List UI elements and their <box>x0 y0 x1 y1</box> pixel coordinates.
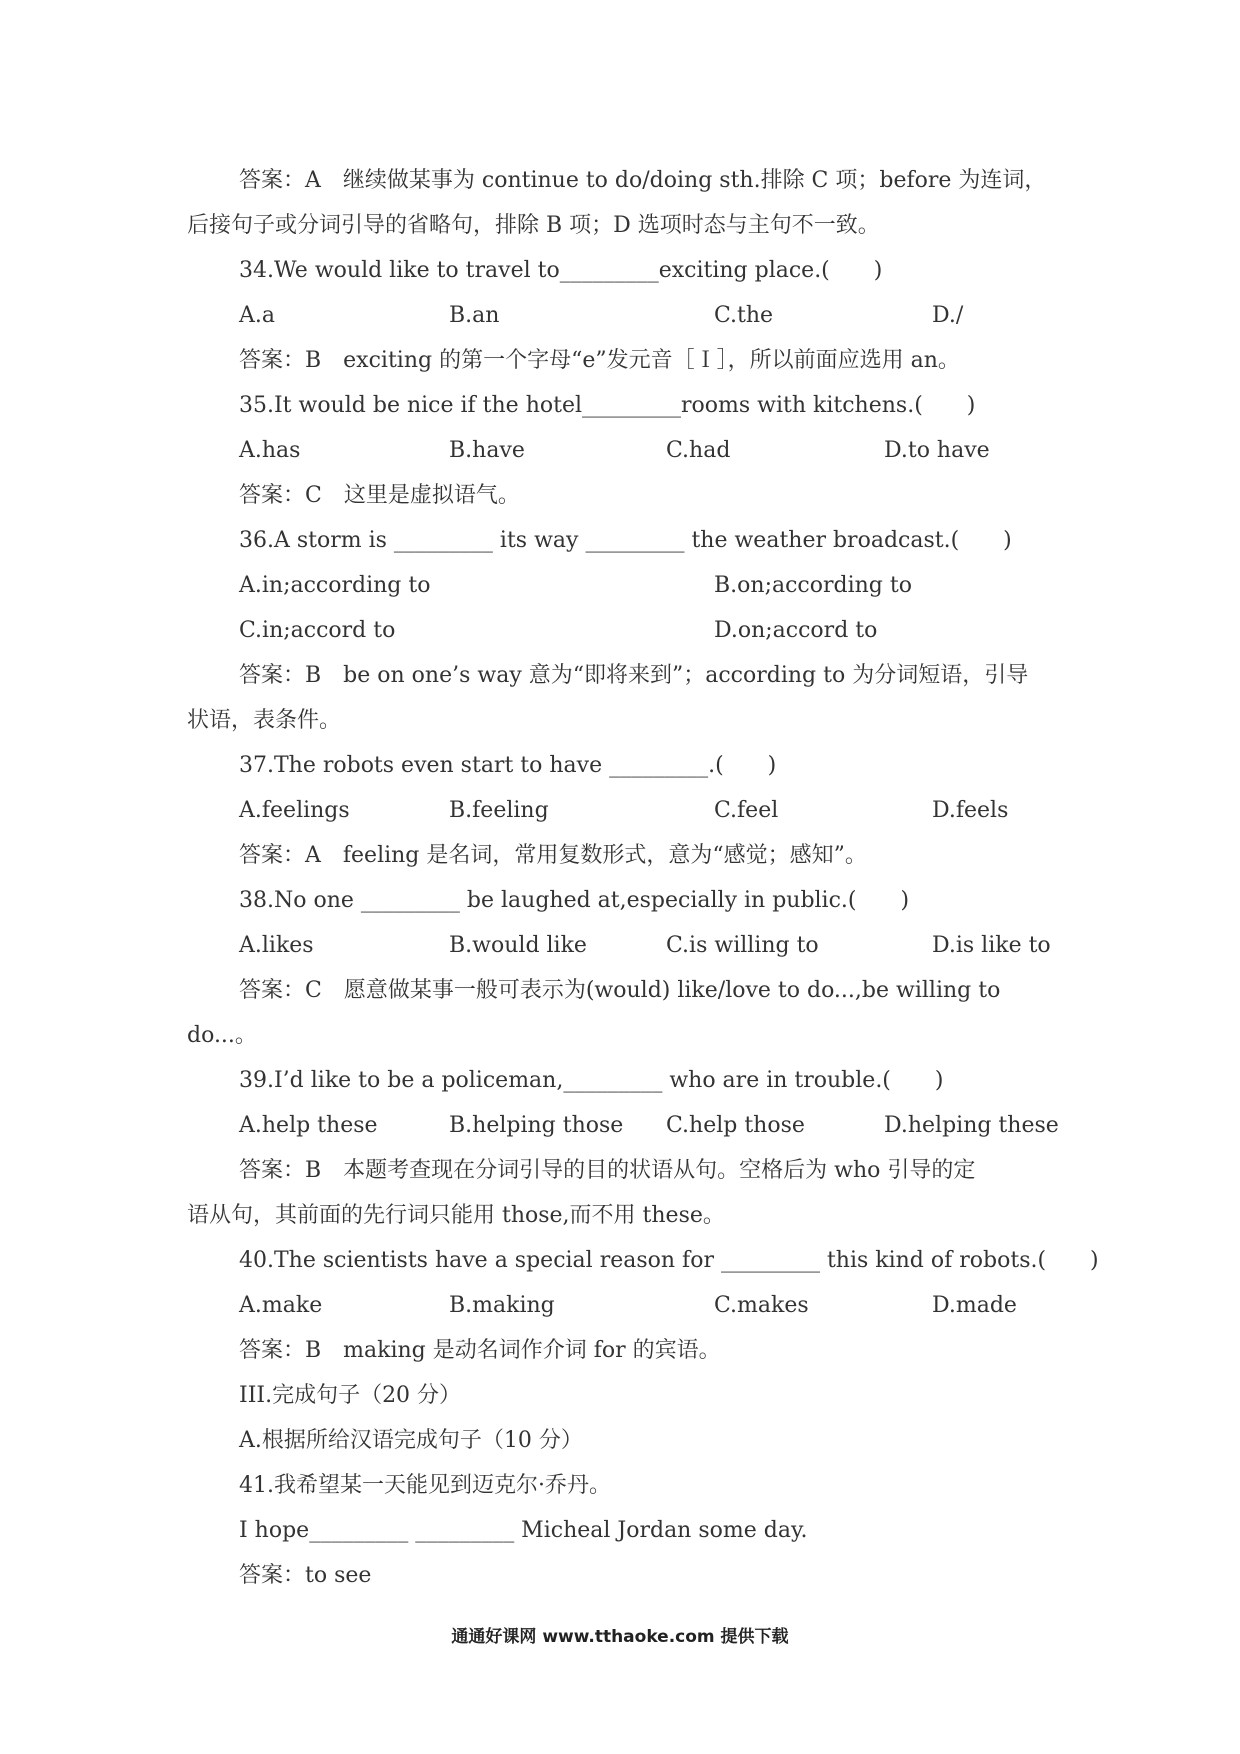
question-38: 38.No one _________ be laughed at,especially in public.( ) <box>239 888 910 913</box>
answer-38-line-2: do...。 <box>187 1023 257 1048</box>
answer-34: 答案：B exciting 的第一个字母“e”发元音［Ｉ］，所以前面应选用 an。 <box>239 348 960 373</box>
option-c: C.had <box>666 438 731 463</box>
option-c: C.feel <box>714 798 779 823</box>
options-36-row-2 <box>187 608 1047 653</box>
page-footer: 通通好课网 www.tthaoke.com 提供下载 <box>451 1627 789 1647</box>
option-a: A.make <box>239 1293 323 1318</box>
question-36: 36.A storm is _________ its way _________ the weather broadcast.( ) <box>239 528 1012 553</box>
option-d: D.helping these <box>884 1113 1059 1138</box>
option-b: B.have <box>449 438 525 463</box>
answer-41: 答案：to see <box>239 1563 372 1588</box>
option-c: C.in;accord to <box>239 618 396 643</box>
option-a: A.feelings <box>239 798 350 823</box>
document-body <box>187 158 1099 1598</box>
option-b: B.feeling <box>449 798 549 823</box>
option-a: A.a <box>239 303 275 328</box>
question-41-sentence: I hope_________ _________ Micheal Jordan some day. <box>239 1518 808 1543</box>
question-39: 39.I’d like to be a policeman,_________ who are in trouble.( ) <box>239 1068 944 1093</box>
option-a: A.in;according to <box>239 573 431 598</box>
answer-39-line-2: 语从句，其前面的先行词只能用 those,而不用 these。 <box>187 1203 725 1228</box>
answer-33-line-2: 后接句子或分词引导的省略句，排除 B 项；D 选项时态与主句不一致。 <box>187 213 880 238</box>
answer-39-line-1: 答案：B 本题考查现在分词引导的目的状语从句。空格后为 who 引导的定 <box>239 1158 976 1183</box>
option-d: D.made <box>932 1293 1017 1318</box>
options-39 <box>187 1103 1059 1148</box>
option-b: B.would like <box>449 933 587 958</box>
section-3a-heading: A.根据所给汉语完成句子（10 分） <box>239 1428 583 1453</box>
question-35: 35.It would be nice if the hotel_________rooms with kitchens.( ) <box>239 393 976 418</box>
answer-37: 答案：A feeling 是名词，常用复数形式，意为“感觉；感知”。 <box>239 843 867 868</box>
option-d: D.on;accord to <box>714 618 878 643</box>
answer-33-line-1: 答案：A 继续做某事为 continue to do/doing sth.排除 C 项；before 为连词， <box>239 168 1047 193</box>
options-35 <box>187 428 1047 473</box>
section-3-heading: III.完成句子（20 分） <box>239 1383 462 1408</box>
options-40 <box>187 1283 1047 1328</box>
option-d: D.feels <box>932 798 1009 823</box>
option-b: B.helping those <box>449 1113 624 1138</box>
option-c: C.makes <box>714 1293 809 1318</box>
option-c: C.the <box>714 303 774 328</box>
options-36-row-1 <box>187 563 1047 608</box>
options-38 <box>187 923 1051 968</box>
options-37 <box>187 788 1047 833</box>
option-d: D.is like to <box>932 933 1051 958</box>
answer-35: 答案：C 这里是虚拟语气。 <box>239 483 520 508</box>
option-b: B.an <box>449 303 500 328</box>
answer-36-line-2: 状语，表条件。 <box>187 708 342 733</box>
option-a: A.help these <box>239 1113 378 1138</box>
answer-36-line-1: 答案：B be on one’s way 意为“即将来到”；according to 为分词短语，引导 <box>239 663 1029 688</box>
question-41: 41.我希望某一天能见到迈克尔·乔丹。 <box>239 1473 611 1498</box>
option-a: A.likes <box>239 933 314 958</box>
option-c: C.is willing to <box>666 933 819 958</box>
answer-38-line-1: 答案：C 愿意做某事一般可表示为(would) like/love to do...,be willing to <box>239 978 1001 1003</box>
answer-40: 答案：B making 是动名词作介词 for 的宾语。 <box>239 1338 721 1363</box>
option-d: D./ <box>932 303 964 328</box>
option-b: B.making <box>449 1293 555 1318</box>
options-34 <box>187 293 1047 338</box>
question-37: 37.The robots even start to have _________.( ) <box>239 753 777 778</box>
option-a: A.has <box>239 438 301 463</box>
option-d: D.to have <box>884 438 990 463</box>
option-b: B.on;according to <box>714 573 912 598</box>
question-40: 40.The scientists have a special reason for _________ this kind of robots.( ) <box>239 1248 1099 1273</box>
option-c: C.help those <box>666 1113 805 1138</box>
question-34: 34.We would like to travel to_________exciting place.( ) <box>239 258 883 283</box>
